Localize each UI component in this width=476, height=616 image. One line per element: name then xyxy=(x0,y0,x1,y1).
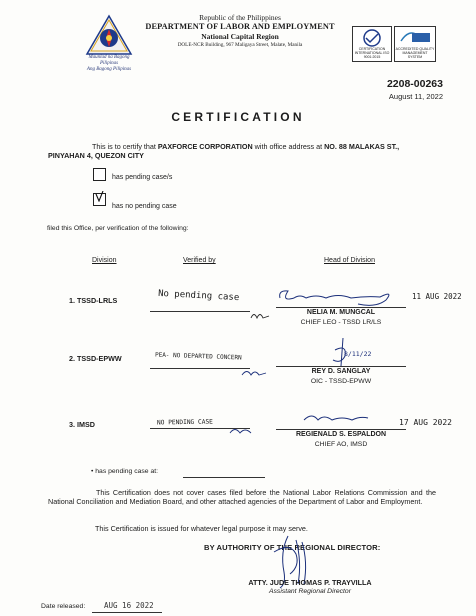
pending-cases-label: has pending case/s xyxy=(112,174,173,181)
department-heading: DEPARTMENT OF LABOR AND EMPLOYMENT xyxy=(145,22,335,31)
reference-date: August 11, 2022 xyxy=(388,92,443,101)
authority-line: BY AUTHORITY OF THE REGIONAL DIRECTOR: xyxy=(204,543,381,552)
jab-icon xyxy=(395,27,435,47)
signature-line-1 xyxy=(276,307,406,308)
purpose-paragraph: This Certification is issued for whatever legal purpose it may serve. xyxy=(95,524,308,533)
column-head: Head of Division xyxy=(324,257,375,264)
logo-tagline-1: Maunlad na Bagong Pilipinas xyxy=(88,55,130,66)
signature-line-3 xyxy=(276,429,406,430)
stamp-date-2: 8/11/22 xyxy=(344,350,372,358)
disclaimer-paragraph: This Certification does not cover cases filed before the National Labor Relations Commission and the National Conciliation and Mediation Board, and other attached agencies of the Department of Labor and Employment. xyxy=(48,488,436,506)
head-name-3: REGIENALD S. ESPALDON xyxy=(295,431,387,438)
reference-number: 2208-00263 xyxy=(386,78,443,90)
head-name-2: REY D. SANGLAY xyxy=(311,368,371,375)
filed-text: filed this Office, per verification of the following: xyxy=(47,225,189,232)
signatory-name: ATTY. JUDE THOMAS P. TRAYVILLA xyxy=(248,578,372,587)
jab-logo-text: ACCREDITED QUALITY MANAGEMENT SYSTEM xyxy=(395,47,435,59)
signature-espaldon xyxy=(302,410,372,428)
verified-line-1 xyxy=(150,311,250,312)
iso-certification-logo xyxy=(352,26,392,62)
signature-line-2 xyxy=(276,366,406,367)
verified-line-3 xyxy=(150,428,250,429)
document-title: CERTIFICATION xyxy=(171,110,305,124)
company-name: PAXFORCE CORPORATION xyxy=(157,142,253,151)
verified-note-2: PEA- NO DEPARTED CONCERN xyxy=(154,351,242,362)
head-position-2: OIC - TSSD-EPWW xyxy=(310,378,372,385)
column-verified: Verified by xyxy=(183,257,216,264)
logo-tagline-2: Ang Bagong Pilipinas xyxy=(86,67,132,72)
signatory-title: Assistant Regional Director xyxy=(269,588,351,595)
jab-accreditation-logo xyxy=(394,26,436,62)
verified-line-2 xyxy=(150,368,250,369)
no-pending-case-checkbox[interactable] xyxy=(93,193,106,206)
date-released-line xyxy=(92,612,162,613)
region-heading: National Capital Region xyxy=(201,32,279,41)
head-name-1: NELIA M. MUNGCAL xyxy=(306,309,376,316)
head-position-3: CHIEF AO, IMSD xyxy=(314,441,368,448)
logo-tagline xyxy=(79,55,139,73)
date-released-value: AUG 16 2022 xyxy=(104,601,154,610)
division-row-2: 2. TSSD-EPWW xyxy=(69,354,122,363)
checkmark-icon xyxy=(94,191,105,202)
iso-icon xyxy=(353,27,391,47)
dole-logo xyxy=(84,14,134,58)
company-address: NO. 88 MALAKAS ST., PINYAHAN 4, QUEZON CITY xyxy=(48,142,400,160)
intro-pre: This is to certify that xyxy=(92,142,158,151)
intro-paragraph xyxy=(48,142,438,160)
iso-logo-text: CERTIFICATION INTERNATIONAL ISO 9001:2015 xyxy=(354,47,390,59)
column-division: Division xyxy=(92,257,117,264)
date-released-label: Date released: xyxy=(41,603,86,610)
republic-heading: Republic of the Philippines xyxy=(199,13,281,22)
office-address: DOLE-NCR Building, 967 Maligaya Street, Malate, Manila xyxy=(177,42,303,48)
no-pending-case-label: has no pending case xyxy=(112,203,177,210)
division-row-3: 3. IMSD xyxy=(69,420,95,429)
initials-signature xyxy=(250,310,270,322)
pending-cases-checkbox[interactable] xyxy=(93,168,106,181)
head-position-1: CHIEF LEO - TSSD LR/LS xyxy=(300,319,382,326)
verified-note-3: NO PENDING CASE xyxy=(156,418,213,427)
stamp-date-1: 11 AUG 2022 xyxy=(412,292,462,301)
pending-case-label: • has pending case at: xyxy=(91,468,158,475)
verified-note-1: No pending case xyxy=(157,288,240,304)
stamp-date-3: 17 AUG 2022 xyxy=(399,418,452,427)
division-row-1: 1. TSSD-LRLS xyxy=(69,296,118,305)
pending-case-line xyxy=(183,477,265,478)
intro-mid: with office address at xyxy=(252,142,325,151)
